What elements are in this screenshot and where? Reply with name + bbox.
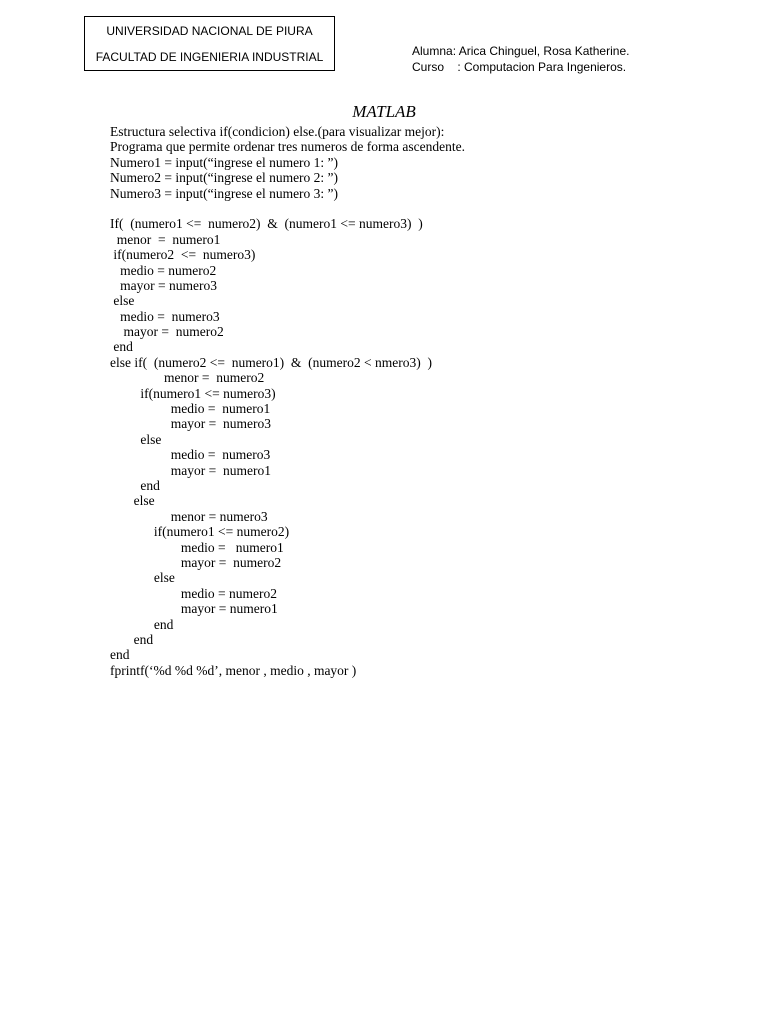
code-listing	[110, 124, 465, 678]
code-line: else	[110, 493, 155, 509]
code-line: menor = numero3	[110, 508, 268, 524]
code-line: if(numero1 <= numero3)	[110, 385, 276, 401]
code-line: medio = numero1	[110, 539, 284, 555]
code-line: medio = numero3	[110, 308, 220, 324]
institution-header-box	[84, 16, 335, 71]
code-line: medio = numero1	[110, 401, 271, 417]
code-line: if(numero1 <= numero2)	[110, 524, 290, 540]
code-line: Numero2 = input(“ingrese el numero 2: ”)	[110, 170, 339, 186]
code-line: Numero1 = input(“ingrese el numero 1: ”)	[110, 154, 339, 170]
code-line: else	[110, 431, 162, 447]
code-line: If( (numero1 <= numero2) & (numero1 <= numero3) )	[110, 216, 423, 232]
code-line: menor = numero2	[110, 370, 265, 386]
code-line: Programa que permite ordenar tres numeros de forma ascendente.	[110, 139, 465, 155]
code-line: end	[110, 477, 160, 493]
code-line	[110, 201, 465, 216]
code-line: Numero3 = input(“ingrese el numero 3: ”)	[110, 185, 339, 201]
code-line: else	[110, 293, 135, 309]
code-line: fprintf(‘%d %d %d’, menor , medio , mayor )	[110, 662, 357, 678]
course-name: Curso : Computacion Para Ingenieros.	[412, 60, 627, 74]
code-line: end	[110, 616, 174, 632]
student-info	[412, 43, 629, 75]
code-line: medio = numero2	[110, 262, 217, 278]
code-line: mayor = numero1	[110, 601, 278, 617]
code-line: menor = numero1	[110, 231, 221, 247]
code-line: medio = numero3	[110, 447, 271, 463]
code-line: if(numero2 <= numero3)	[110, 247, 256, 263]
code-line: mayor = numero3	[110, 277, 217, 293]
code-line: end	[110, 631, 154, 647]
faculty-name: FACULTAD DE INGENIERIA INDUSTRIAL	[95, 50, 324, 64]
code-line: else	[110, 570, 175, 586]
code-line: mayor = numero1	[110, 462, 271, 478]
document-title: MATLAB	[352, 102, 416, 121]
code-line: mayor = numero2	[110, 324, 224, 340]
student-name: Alumna: Arica Chinguel, Rosa Katherine.	[412, 44, 630, 58]
code-line: medio = numero2	[110, 585, 277, 601]
university-name: UNIVERSIDAD NACIONAL DE PIURA	[106, 24, 313, 38]
code-line: mayor = numero2	[110, 554, 282, 570]
code-line: end	[110, 647, 130, 663]
code-line: mayor = numero3	[110, 416, 271, 432]
code-line: Estructura selectiva if(condicion) else.(para visualizar mejor):	[110, 124, 445, 139]
code-line: else if( (numero2 <= numero1) & (numero2 < nmero3) )	[110, 354, 433, 370]
code-line: end	[110, 339, 133, 355]
